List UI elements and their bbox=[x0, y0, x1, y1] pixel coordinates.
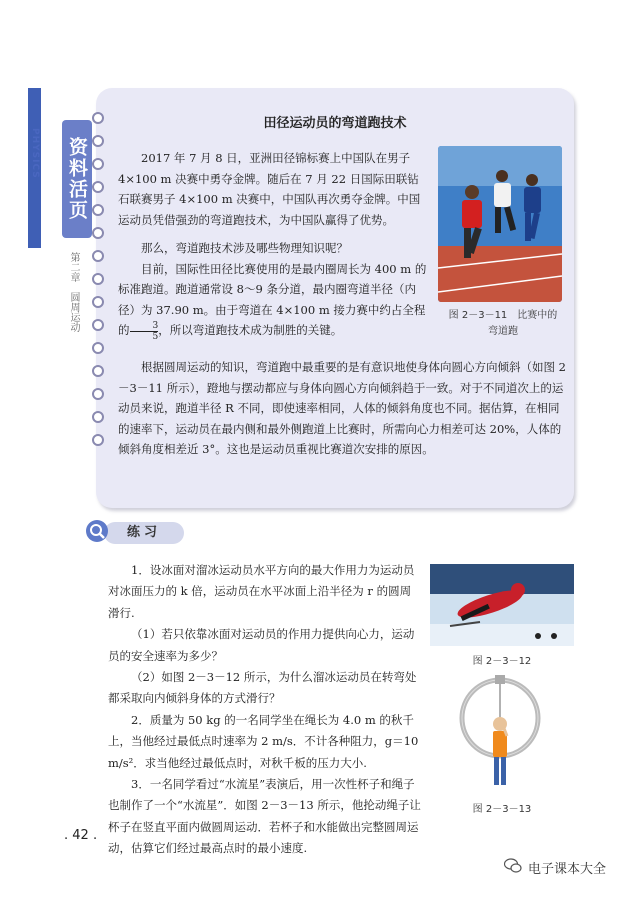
figure-caption: 图 2－3－13 bbox=[472, 804, 532, 815]
exercise-list bbox=[108, 560, 422, 860]
paragraph-text bbox=[118, 259, 430, 342]
chapter-label: 第二章 圆周运动 bbox=[68, 252, 79, 332]
fraction bbox=[130, 321, 159, 342]
figure-caption bbox=[438, 308, 568, 340]
ring-icon bbox=[92, 250, 104, 262]
paragraph-text: 根据圆周运动的知识，弯道跑中最重要的是有意识地使身体向圆心方向倾斜（如图 2－3－11 所示），蹬地与摆动都应与身体向圆心方向倾斜趋于一致。对于不同道次上的运动员来说，跑道半径 R 不同，即使速率相同，人体的倾斜角度也不同。据估算，在相同的速率下，运动员在最内侧和最外侧跑道上比赛时，所需向心力相差可达 20%，人体的倾斜角度相差近 3°。这也是运动员重视比赛道次安排的原因。 bbox=[118, 360, 566, 456]
exercise-title: 练习 bbox=[104, 522, 184, 544]
ring-icon bbox=[92, 181, 104, 193]
magnifier-icon bbox=[86, 520, 108, 542]
fraction-numerator: 3 bbox=[130, 321, 159, 332]
notebook-rings bbox=[92, 112, 108, 457]
water-meteor-figure bbox=[448, 674, 558, 794]
physics-label: PHYSICS bbox=[30, 128, 40, 179]
ring-icon bbox=[92, 411, 104, 423]
runners-photo bbox=[438, 146, 562, 302]
paragraph-intro bbox=[118, 148, 430, 230]
ring-icon bbox=[92, 319, 104, 331]
ring-icon bbox=[92, 342, 104, 354]
section-tab: 资料活页 bbox=[62, 120, 92, 238]
paragraph-physics bbox=[118, 357, 566, 460]
question-3: 3．一名同学看过“水流星”表演后，用一次性杯子和绳子也制作了一个“水流星”．如图 2－3－13 所示，他抡动绳子让杯子在竖直平面内做圆周运动．若杯子和水能做出完整圆周运动，估算它们经过最高点时的最小速度. bbox=[108, 777, 421, 856]
question-1-part-1: （1）若只依靠冰面对运动员的作用力提供向心力，运动员的安全速率为多少？ bbox=[108, 627, 415, 663]
speed-skater-photo bbox=[430, 564, 574, 646]
ring-icon bbox=[92, 296, 104, 308]
ring-icon bbox=[92, 227, 104, 239]
ring-icon bbox=[92, 204, 104, 216]
panel-title: 田径运动员的弯道跑技术 bbox=[263, 116, 407, 131]
ring-icon bbox=[92, 158, 104, 170]
question-1: 1．设冰面对溜冰运动员水平方向的最大作用力为运动员对冰面压力的 k 倍，运动员在水平冰面上沿半径为 r 的圆周滑行. bbox=[108, 563, 415, 620]
question-1-part-2: （2）如图 2－3－12 所示，为什么溜冰运动员在转弯处都采取向内倾斜身体的方式滑行？ bbox=[108, 670, 417, 706]
paragraph-track bbox=[118, 238, 430, 342]
ring-icon bbox=[92, 135, 104, 147]
caption-line: 弯道跑 bbox=[488, 326, 518, 337]
fraction-denominator: 5 bbox=[152, 331, 159, 342]
question-2: 2．质量为 50 kg 的一名同学坐在绳长为 4.0 m 的秋千上，当他经过最低点时速率为 2 m/s．不计各种阻力，g＝10 m/s²．求当他经过最低点时，对秋千板的压力大小. bbox=[108, 712, 419, 770]
ring-icon bbox=[92, 388, 104, 400]
ring-icon bbox=[92, 273, 104, 285]
figure-caption: 图 2－3－12 bbox=[472, 656, 532, 667]
ring-icon bbox=[92, 365, 104, 377]
caption-line: 图 2－3－11 比赛中的 bbox=[448, 310, 558, 321]
page-number: . 42 . bbox=[64, 828, 98, 843]
watermark-text: 电子课本大全 bbox=[528, 862, 607, 877]
text-run: ，所以弯道跑技术成为制胜的关键。 bbox=[158, 323, 343, 337]
text-run: 目前，国际性田径比赛使用的是最内圈周长为 400 m 的标准跑道。跑道通常设 8～9 条分道，最内圈弯道半径（内径）为 37.90 m。由于弯道在 4×100 m 接力赛中约占全程的 bbox=[118, 261, 427, 337]
paragraph-question: 那么，弯道跑技术涉及哪些物理知识呢？ bbox=[141, 241, 348, 255]
paragraph-text: 2017 年 7 月 8 日，亚洲田径锦标赛上中国队在男子 4×100 m 决赛中勇夺金牌。随后在 7 月 22 日国际田联钻石联赛男子 4×100 m 决赛中，中国队再次勇夺金牌。中国运动员凭借强劲的弯道跑技术，为中国队赢得了优势。 bbox=[118, 151, 421, 227]
ring-icon bbox=[92, 434, 104, 446]
wechat-icon bbox=[504, 858, 522, 874]
